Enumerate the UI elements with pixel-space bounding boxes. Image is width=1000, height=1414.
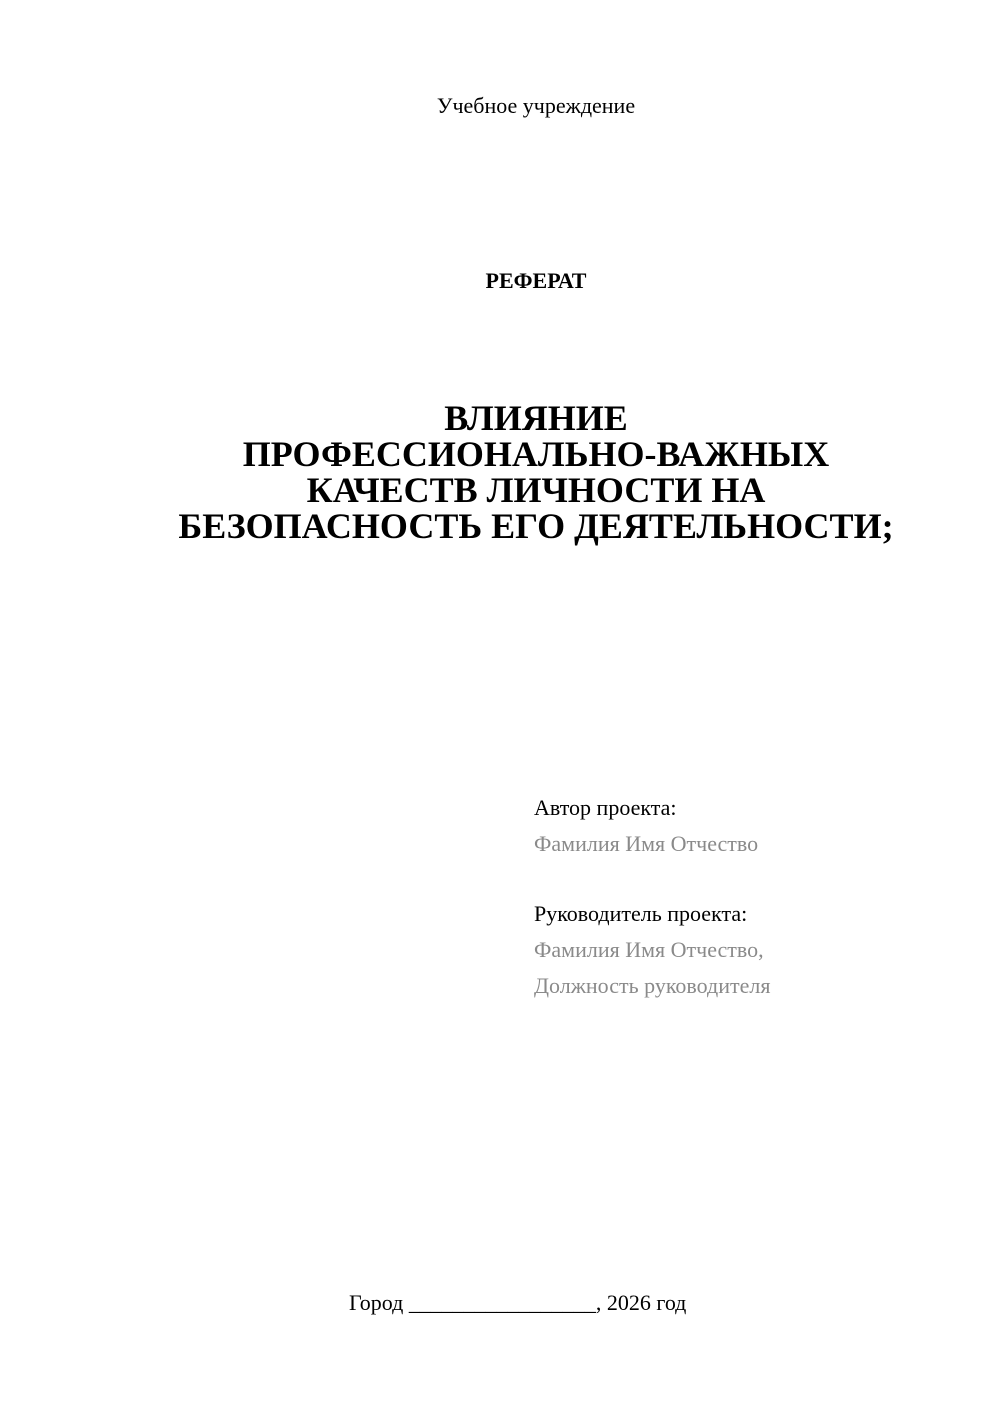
credits-spacer (534, 862, 770, 896)
title-line: КАЧЕСТВ ЛИЧНОСТИ НА (306, 470, 766, 510)
institution-name: Учебное учреждение (436, 93, 636, 118)
supervisor-label: Руководитель проекта: (534, 901, 748, 926)
supervisor-name: Фамилия Имя Отчество, (534, 937, 764, 962)
author-label: Автор проекта: (534, 795, 677, 820)
credits-block (534, 790, 770, 1004)
city-year-footer: Город _________________, 2026 год (349, 1290, 687, 1315)
document-title (100, 400, 972, 544)
title-line: БЕЗОПАСНОСТЬ ЕГО ДЕЯТЕЛЬНОСТИ; (178, 506, 894, 546)
title-line: ПРОФЕССИОНАЛЬНО-ВАЖНЫХ (242, 434, 830, 474)
document-type: РЕФЕРАТ (485, 268, 587, 293)
supervisor-position: Должность руководителя (534, 973, 771, 998)
title-line: ВЛИЯНИЕ (444, 398, 628, 438)
author-name: Фамилия Имя Отчество (534, 831, 759, 856)
